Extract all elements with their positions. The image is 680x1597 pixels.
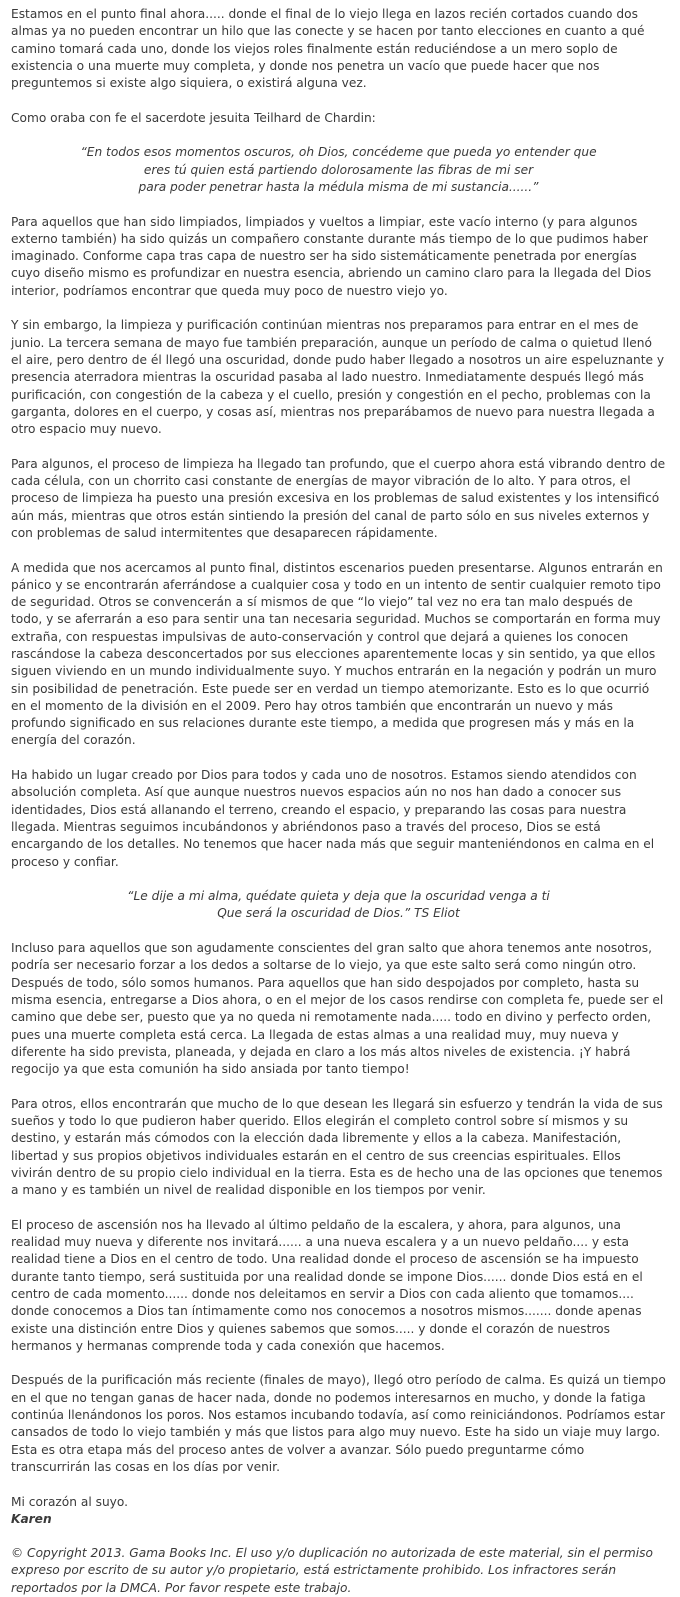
paragraph: Para aquellos que han sido limpiados, limpiados y vueltos a limpiar, este vacío interno (y para algunos externo también) ha sido quizás un compañero constante durante más tiempo de lo que pudimos haber imaginado. Conforme capa tras capa de nuestro ser ha sido sistemáticamente penetrada por energías cuyo diseño mismo es profundizar en nuestra esencia, abriendo un camino claro para la llegada del Dios interior, podríamos encontrar que queda muy poco de nuestro viejo yo. [11,214,652,298]
signoff: Mi corazón al suyo. [11,1494,128,1509]
quote-teilhard [11,144,666,196]
quote-line: para poder penetrar hasta la médula misma de mi sustancia......” [138,179,539,194]
quote-line: Que será la oscuridad de Dios.” TS Eliot [217,906,460,921]
paragraph: Y sin embargo, la limpieza y purificación continúan mientras nos preparamos para entrar en el mes de junio. La tercera semana de mayo fue también preparación, aunque un período de calma o quietud llenó el aire, pero dentro de él llegó una oscuridad, donde pudo haber llegado a nosotros un aire espeluznante y presencia aterradora mientras la oscuridad pasaba al lado nuestro. Inmediatamente después llegó más purificación, con congestión de la cabeza y el cuello, presión y congestión en el pecho, problemas con la garganta, dolores en el cuerpo, y cosas así, mientras nos preparábamos de nuevo para nuestra llegada a otro espacio muy nuevo. [11,318,665,437]
paragraph: Después de la purificación más reciente (finales de mayo), llegó otro período de calma. Es quizá un tiempo en el que no tengan ganas de hacer nada, donde no podemos interesarnos en mucho, y donde la fatiga continúa llenándonos los poros. Nos estamos incubando todavía, así como reiniciándonos. Podríamos estar cansados de todo lo viejo también y más que listos para algo muy nuevo. Este ha sido un viaje muy largo. Esta es otra etapa más del proceso antes de volver a avanzar. Sólo puedo preguntarme cómo transcurrirán las cosas en los días por venir. [11,1373,666,1474]
paragraph-prayer-intro: Como oraba con fe el sacerdote jesuita Teilhard de Chardin: [11,110,376,125]
paragraph: Incluso para aquellos que son agudamente conscientes del gran salto que ahora tenemos ante nosotros, podría ser necesario forzar a los dedos a soltarse de lo viejo, ya que este salto será como ningún otro. Después de todo, sólo somos humanos. Para aquellos que han sido despojados por completo, hasta su misma esencia, entregarse a Dios ahora, o en el mejor de los casos rendirse con completa fe, puede ser el camino que debe ser, puesto que ya no queda ni remotamente nada..... todo en divino y perfecto orden, pues una muerte completa está cerca. La llegada de estas almas a una realidad muy, muy nueva y diferente ha sido prevista, planeada, y dejada en claro a los más altos niveles de existencia. ¡Y habrá regocijo ya que esta comunión ha sido ansiada por tanto tiempo! [11,941,664,1077]
paragraph: El proceso de ascensión nos ha llevado al último peldaño de la escalera, y ahora, para algunos, una realidad muy nueva y diferente nos invitará...... a una nueva escalera y a un nuevo peldaño.... y esta realidad tiene a Dios en el centro de todo. Una realidad donde el proceso de ascensión se ha impuesto durante tanto tiempo, será sustituida por una realidad donde se impone Dios...... donde Dios está en el centro de cada momento...... donde nos deleitamos en servir a Dios con cada aliento que tomamos.... donde conocemos a Dios tan íntimamente como nos conocemos a nosotros mismos....... donde apenas existe una distinción entre Dios y quienes sabemos que somos..... y donde el corazón de nuestros hermanos y hermanas comprende toda y cada conexión que hacemos. [11,1217,643,1353]
author-name: Karen [11,1511,52,1526]
quote-line: “Le dije a mi alma, quédate quieta y deja que la oscuridad venga a ti [127,889,550,904]
paragraph: Para otros, ellos encontrarán que mucho de lo que desean les llegará sin esfuerzo y tendrán la vida de sus sueños y todo lo que pudieron haber querido. Ellos elegirán el completo control sobre sí mismos y su destino, y estarán más cómodos con la elección dada libremente y ellos a la cabeza. Manifestación, libertad y sus propios objetivos individuales estarán en el centro de sus creencias espirituales. Ellos vivirán dentro de su propio cielo individual en la tierra. Esta es de hecho una de las opciones que tenemos a mano y es también un nivel de realidad disponible en los tiempos por venir. [11,1096,663,1198]
paragraph: Para algunos, el proceso de limpieza ha llegado tan profundo, que el cuerpo ahora está vibrando dentro de cada célula, con un chorrito casi constante de energías de mayor vibración de lo alto. Y para otros, el proceso de limpieza ha puesto una presión excesiva en los problemas de salud existentes y los intensificó aún más, mientras que otros están sintiendo la presión del canal de parto sólo en sus niveles externos y con problemas de salud intermitentes que desaparecen rápidamente. [11,456,666,540]
paragraph: A medida que nos acercamos al punto final, distintos escenarios pueden presentarse. Algunos entrarán en pánico y se encontrarán aferrándose a cualquier cosa y todo en un intento de sentir cualquier remoto tipo de seguridad. Otros se convencerán a sí mismos de que “lo viejo” tal vez no era tan malo después de todo, y se aferrarán a eso para sentir una tan necesaria seguridad. Muchos se comportarán en forma muy extraña, con respuestas impulsivas de auto-conservación y control que dejará a quienes los conocen rascándose la cabeza desconcertados por sus elecciones aparentemente locas y sin sentido, ya que ellos siguen viviendo en un mundo individualmente suyo. Y muchos entrarán en la negación y podrán un muro sin posibilidad de penetración. Este puede ser en verdad un tiempo atemorizante. Esto es lo que ocurrió en el momento de la división en el 2009. Pero hay otros también que encontrarán un nuevo y más profundo significado en sus relaciones durante este tiempo, a medida que progresen más y más en la energía del corazón. [11,560,663,748]
paragraph: Ha habido un lugar creado por Dios para todos y cada uno de nosotros. Estamos siendo atendidos con absolución completa. Así que aunque nuestros nuevos espacios aún no nos han dado a conocer sus identidades, Dios está allanando el terreno, creando el espacio, y preparando las cosas para nuestra llegada. Mientras seguimos incubándonos y abriéndonos paso a través del proceso, Dios se está encargando de los detalles. No tenemos que hacer nada más que seguir manteniéndonos en calma en el proceso y confiar. [11,768,655,869]
paragraph-intro: Estamos en el punto final ahora..... donde el final de lo viejo llega en lazos recién cortados cuando dos almas ya no pueden encontrar un hilo que las conecte y se hacen por tanto elecciones en cuanto a qué camino tomará cada uno, donde los viejos roles finalmente están reduciéndose a un mero soplo de existencia o una muerte muy completa, y donde nos penetra un vacío que puede hacer que nos preguntemos si existe algo siquiera, o existirá alguna vez. [11,7,645,91]
copyright-notice: © Copyright 2013. Gama Books Inc. El uso y/o duplicación no autorizada de este material, sin el permiso expreso por escrito de su autor y/o propietario, está estrictamente prohibido. Los infractores serán reportados por la DMCA. Por favor respete este trabajo. [11,1546,653,1595]
quote-line: eres tú quien está partiendo dolorosamente las fibras de mi ser [143,162,534,177]
quote-line: “En todos esos momentos oscuros, oh Dios, concédeme que pueda yo entender que [80,145,597,160]
quote-eliot [11,888,666,923]
